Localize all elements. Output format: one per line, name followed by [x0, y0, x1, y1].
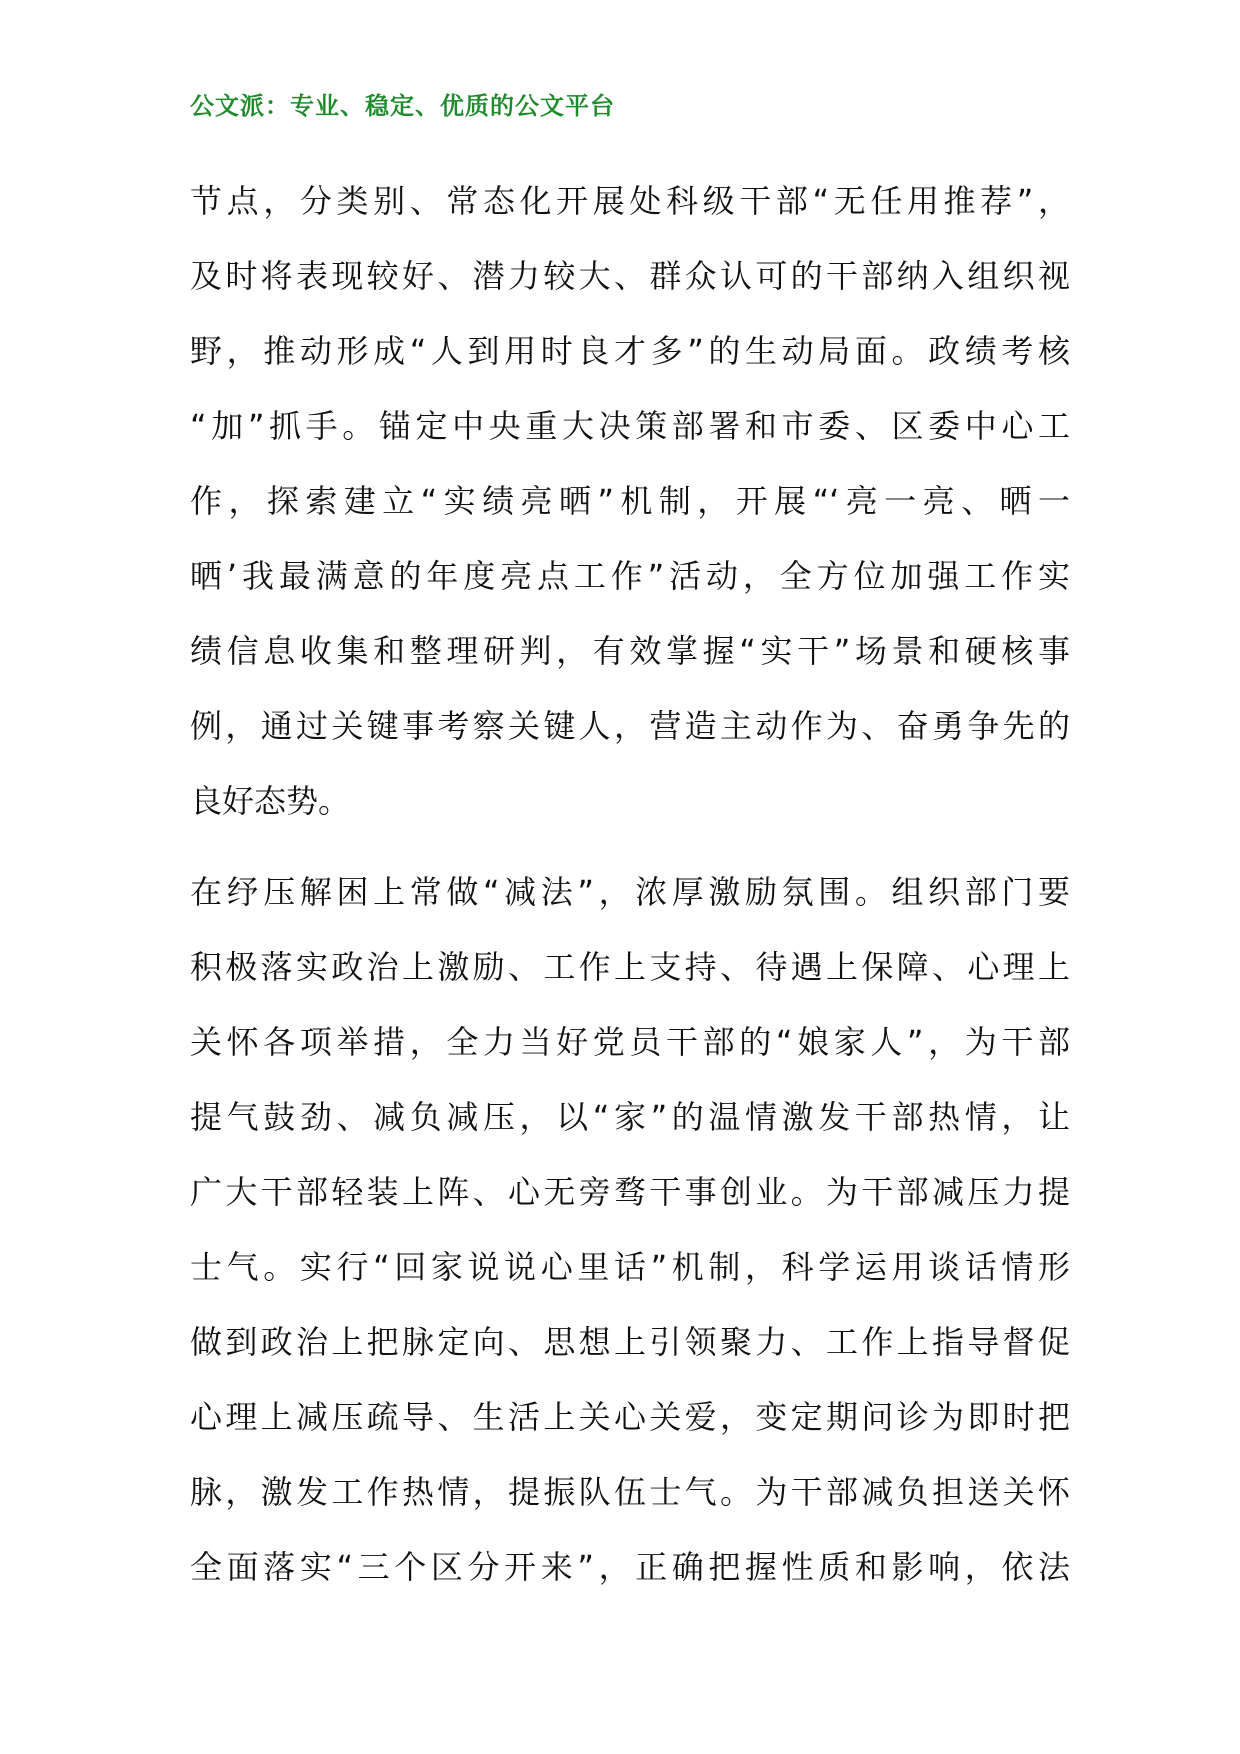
- text-line: 积极落实政治上激励、工作上支持、待遇上保障、心理上: [190, 948, 1070, 986]
- text-line: 脉，激发工作热情，提振队伍士气。为干部减负担送关怀: [190, 1473, 1070, 1511]
- text-line: 作，探索建立“实绩亮晒”机制，开展“‘亮一亮、晒一: [190, 482, 1070, 520]
- paragraph-2: [190, 855, 1070, 1605]
- text-line: 绩信息收集和整理研判，有效掌握“实干”场景和硬核事: [190, 632, 1070, 670]
- text-line: 及时将表现较好、潜力较大、群众认可的干部纳入组织视: [190, 257, 1070, 295]
- text-line: 心理上减压疏导、生活上关心关爱，变定期问诊为即时把: [190, 1398, 1070, 1436]
- text-line: 士气。实行“回家说说心里话”机制，科学运用谈话情形: [190, 1248, 1070, 1286]
- paragraph-gap: [190, 839, 1070, 855]
- text-line: 提气鼓劲、减负减压，以“家”的温情激发干部热情，让: [190, 1098, 1070, 1136]
- text-line: 节点，分类别、常态化开展处科级干部“无任用推荐”，: [190, 182, 1070, 220]
- text-line: 良好态势。: [190, 782, 351, 820]
- text-line: “加”抓手。锚定中央重大决策部署和市委、区委中心工: [190, 407, 1070, 445]
- text-line: 关怀各项举措，全力当好党员干部的“娘家人”，为干部: [190, 1023, 1070, 1061]
- paragraph-1: [190, 164, 1070, 839]
- text-line: 在纾压解困上常做“减法”，浓厚激励氛围。组织部门要: [190, 873, 1070, 911]
- text-line: 全面落实“三个区分开来”，正确把握性质和影响，依法: [190, 1548, 1070, 1586]
- text-line: 晒’我最满意的年度亮点工作”活动，全方位加强工作实: [190, 557, 1070, 595]
- text-line: 野，推动形成“人到用时良才多”的生动局面。政绩考核: [190, 332, 1070, 370]
- text-line: 做到政治上把脉定向、思想上引领聚力、工作上指导督促: [190, 1323, 1070, 1361]
- page-header: 公文派：专业、稳定、优质的公文平台: [190, 92, 615, 120]
- text-line: 广大干部轻装上阵、心无旁骛干事创业。为干部减压力提: [190, 1173, 1070, 1211]
- document-body: [190, 164, 1070, 1605]
- text-line: 例，通过关键事考察关键人，营造主动作为、奋勇争先的: [190, 707, 1070, 745]
